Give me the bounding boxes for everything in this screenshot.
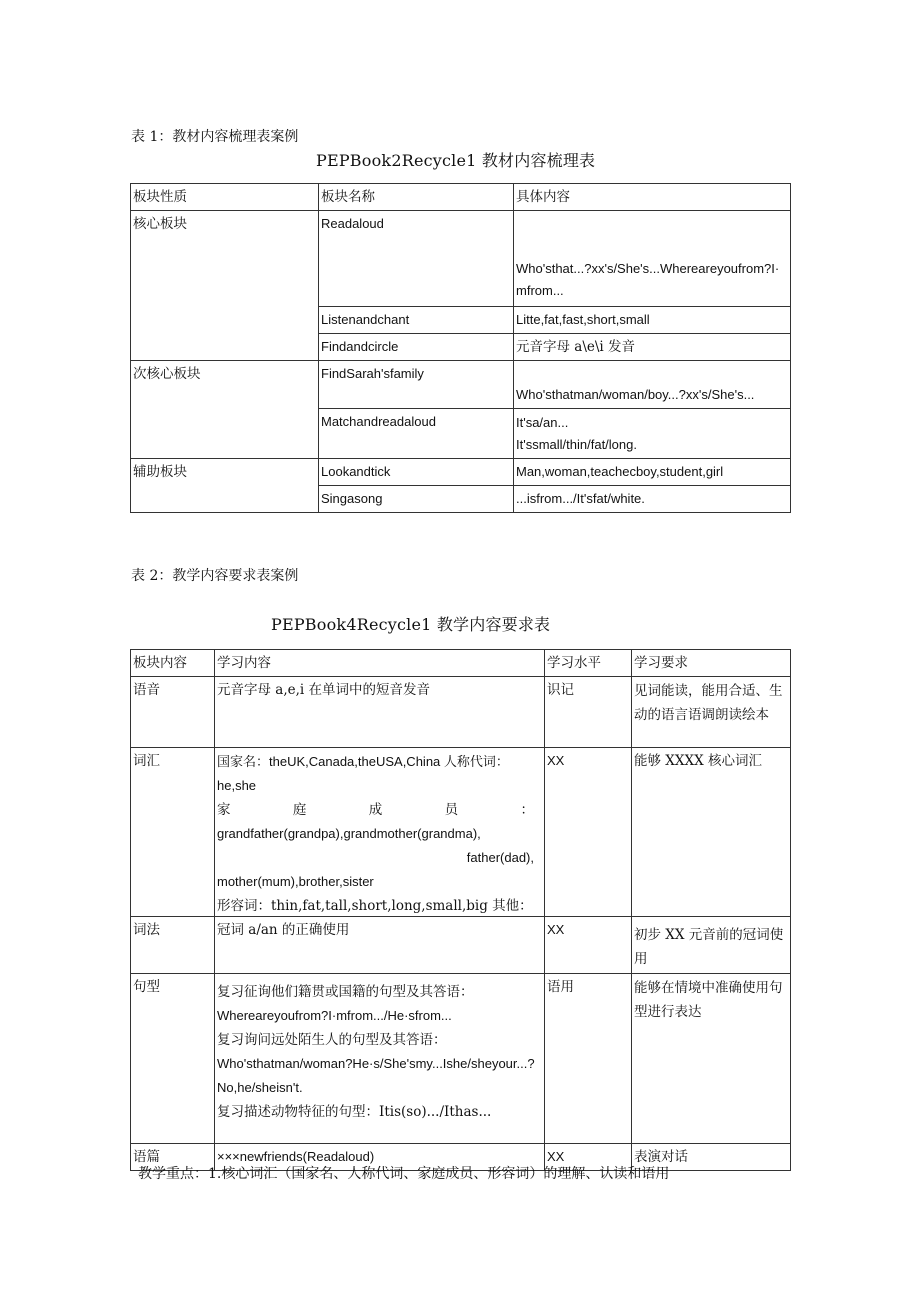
content-line: 形容词：thin,fat,tall,short,long,small,big 其他： [217,898,533,914]
table-header-row [131,184,791,211]
section-name-cell: Singasong [319,486,514,513]
content-cell: 元音字母 a\e\i 发音 [514,334,791,361]
category-cell: 语篇 [131,1144,215,1171]
content-cell: Who'sthatman/woman/boy...?xx's/She's... [514,361,791,409]
category-cell: 词汇 [131,748,215,917]
requirement-cell: 表演对话 [632,1144,791,1171]
table-row [131,974,791,1144]
header-cell: 具体内容 [514,184,791,211]
category-cell: 词法 [131,917,215,974]
teaching-focus-note: 教学重点：1.核心词汇（国家名、人称代词、家庭成员、形容词）的理解、认读和语用 [138,1166,670,1182]
table-row [131,748,791,917]
header-cell: 板块名称 [319,184,514,211]
requirement-cell: 见词能读，能用合适、生动的语言语调朗读绘本 [632,677,791,748]
content-char: 员 [444,802,459,818]
level-cell: XX [545,917,632,974]
content-cell: 元音字母 a,e,i 在单词中的短音发音 [215,677,545,748]
content-cell: Litte,fat,fast,short,small [514,307,791,334]
requirement-cell: 能够 XXXX 核心词汇 [632,748,791,917]
level-cell: XX [545,1144,632,1171]
content-line: father(dad), [466,850,534,865]
section-name-cell: Lookandtick [319,459,514,486]
content-cell: Who'sthat...?xx's/She's...Whereareyoufrom?I·mfrom... [514,211,791,307]
content-line: 国家名：theUK,Canada,theUSA,China 人称代词：he,she [217,754,509,793]
content-line [217,798,542,822]
section-name-cell: Listenandchant [319,307,514,334]
content-cell: ×××newfriends(Readaloud) [215,1144,545,1171]
content-overview-table [130,183,791,513]
table-row [131,677,791,748]
table-row [131,361,791,409]
teaching-requirements-table [130,649,791,1171]
content-line: 复习询问远处陌生人的句型及其答语： [217,1032,447,1048]
content-line: Whereareyoufrom?I·mfrom.../He·sfrom... [217,1008,452,1023]
section-name-cell: Matchandreadaloud [319,409,514,459]
content-line: It'sa/an... [516,415,569,430]
header-cell: 学习要求 [632,650,791,677]
header-cell: 板块内容 [131,650,215,677]
content-cell: ...isfrom.../It'sfat/white. [514,486,791,513]
level-cell: 语用 [545,974,632,1144]
content-line: 复习描述动物特征的句型：Itis(so).../Ithas... [217,1104,492,1120]
requirement-cell: 能够在情境中准确使用句型进行表达 [632,974,791,1144]
table1-title: PEPBook2Recycle1 教材内容梳理表 [316,151,596,170]
requirement-cell: 初步 XX 元音前的冠词使用 [632,917,791,974]
header-cell: 学习内容 [215,650,545,677]
content-char: 家 [217,802,231,818]
table-row [131,211,791,307]
content-cell: Man,woman,teachecboy,student,girl [514,459,791,486]
content-line: mother(mum),brother,sister [217,874,374,889]
content-line: Who'sthatman/woman?He·s/She'smy...Ishe/sheyour...?No,he/sheisn't. [217,1056,535,1095]
category-cell: 辅助板块 [131,459,319,513]
content-char: 庭 [292,802,307,818]
table-header-row [131,650,791,677]
header-cell: 板块性质 [131,184,319,211]
table-row [131,459,791,486]
level-cell: 识记 [545,677,632,748]
content-cell [215,748,545,917]
category-cell: 次核心板块 [131,361,319,459]
content-char: ： [520,802,534,818]
content-line: grandfather(grandpa),grandmother(grandma), [217,826,481,841]
table2-title: PEPBook4Recycle1 教学内容要求表 [271,615,551,634]
content-cell: 冠词 a/an 的正确使用 [215,917,545,974]
content-line: 复习征询他们籍贯或国籍的句型及其答语： [217,984,474,1000]
content-line: It'ssmall/thin/fat/long. [516,437,637,452]
header-cell: 学习水平 [545,650,632,677]
category-cell: 语音 [131,677,215,748]
content-cell [514,409,791,459]
section-name-cell: FindSarah'sfamily [319,361,514,409]
section-name-cell: Readaloud [319,211,514,307]
category-cell: 句型 [131,974,215,1144]
section-name-cell: Findandcircle [319,334,514,361]
category-cell: 核心板块 [131,211,319,361]
level-cell: XX [545,748,632,917]
content-char: 成 [368,802,383,818]
content-cell [215,974,545,1144]
table-row [131,917,791,974]
table1-caption: 表 1：教材内容梳理表案例 [131,129,299,145]
table2-caption: 表 2：教学内容要求表案例 [131,568,299,584]
